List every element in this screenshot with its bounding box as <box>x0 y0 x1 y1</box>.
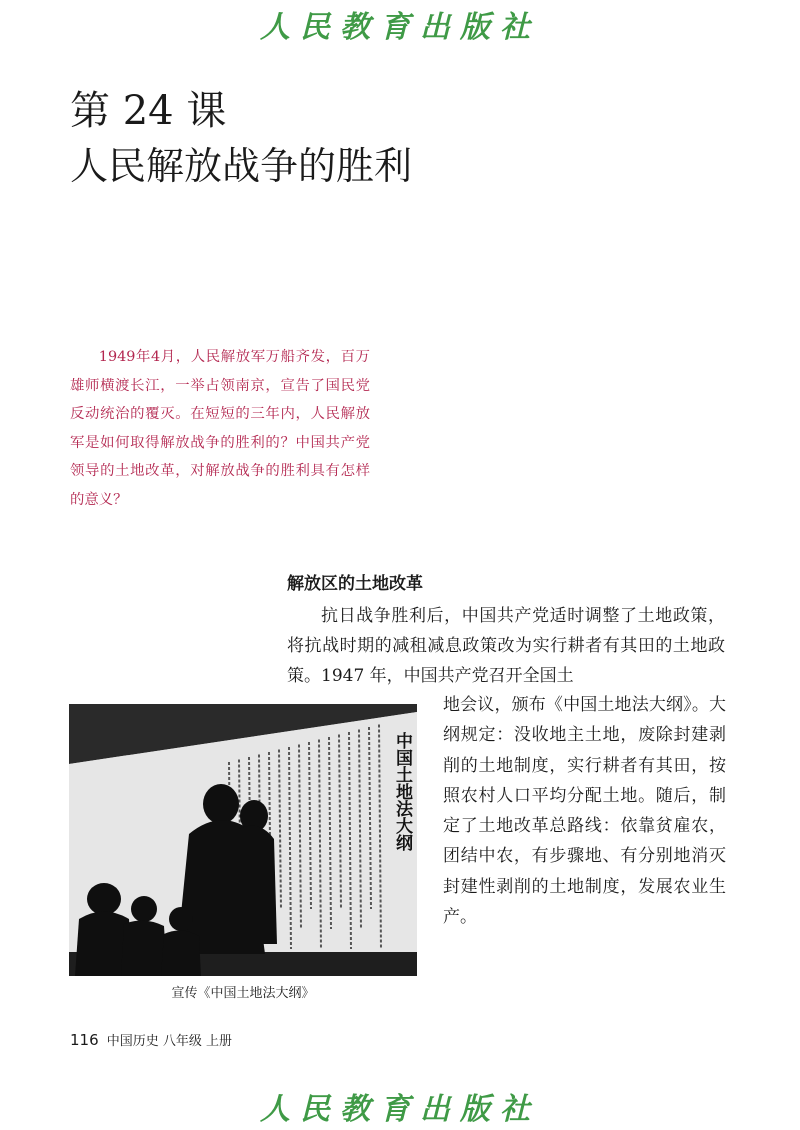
lesson-intro: 1949年4月，人民解放军万船齐发，百万雄师横渡长江，一举占领南京，宣告了国民党反动统治的覆灭。在短短的三年内，人民解放军是如何取得解放战争的胜利的？中国共产党领导的土地改革，对解放战争的胜利具有怎样的意义？ <box>70 349 370 508</box>
section-paragraph-part2: 地会议，颁布《中国土地法大纲》。大纲规定：没收地主土地，废除封建剥削的土地制度，实行耕者有其田，按照农村人口平均分配土地。随后，制定了土地改革总路线：依靠贫雇农，团结中农，有步骤地、有分别地消灭封建性剥削的土地制度，发展农业生产。 <box>443 695 726 928</box>
historical-photo <box>69 704 417 976</box>
section-paragraph-part1: 抗日战争胜利后，中国共产党适时调整了土地政策，将抗战时期的减租减息政策改为实行耕者有其田的土地政策。1947 年，中国共产党召开全国土 <box>287 606 725 686</box>
page-footer <box>70 1030 232 1052</box>
publisher-logo-top: 人民教育出版社 <box>260 10 540 45</box>
book-title: 中国历史 八年级 上册 <box>106 1034 233 1049</box>
figure-caption: 宣传《中国土地法大纲》 <box>171 986 315 1001</box>
lesson-title: 人民解放战争的胜利 <box>70 144 413 188</box>
publisher-logo-bottom: 人民教育出版社 <box>260 1092 540 1127</box>
poster-title-text: 中国土地法大纲 <box>392 732 412 851</box>
lesson-number: 第 24 课 <box>70 88 227 134</box>
poster-title <box>392 731 413 851</box>
page-number: 116 <box>70 1031 99 1049</box>
section-heading: 解放区的土地改革 <box>287 574 423 594</box>
